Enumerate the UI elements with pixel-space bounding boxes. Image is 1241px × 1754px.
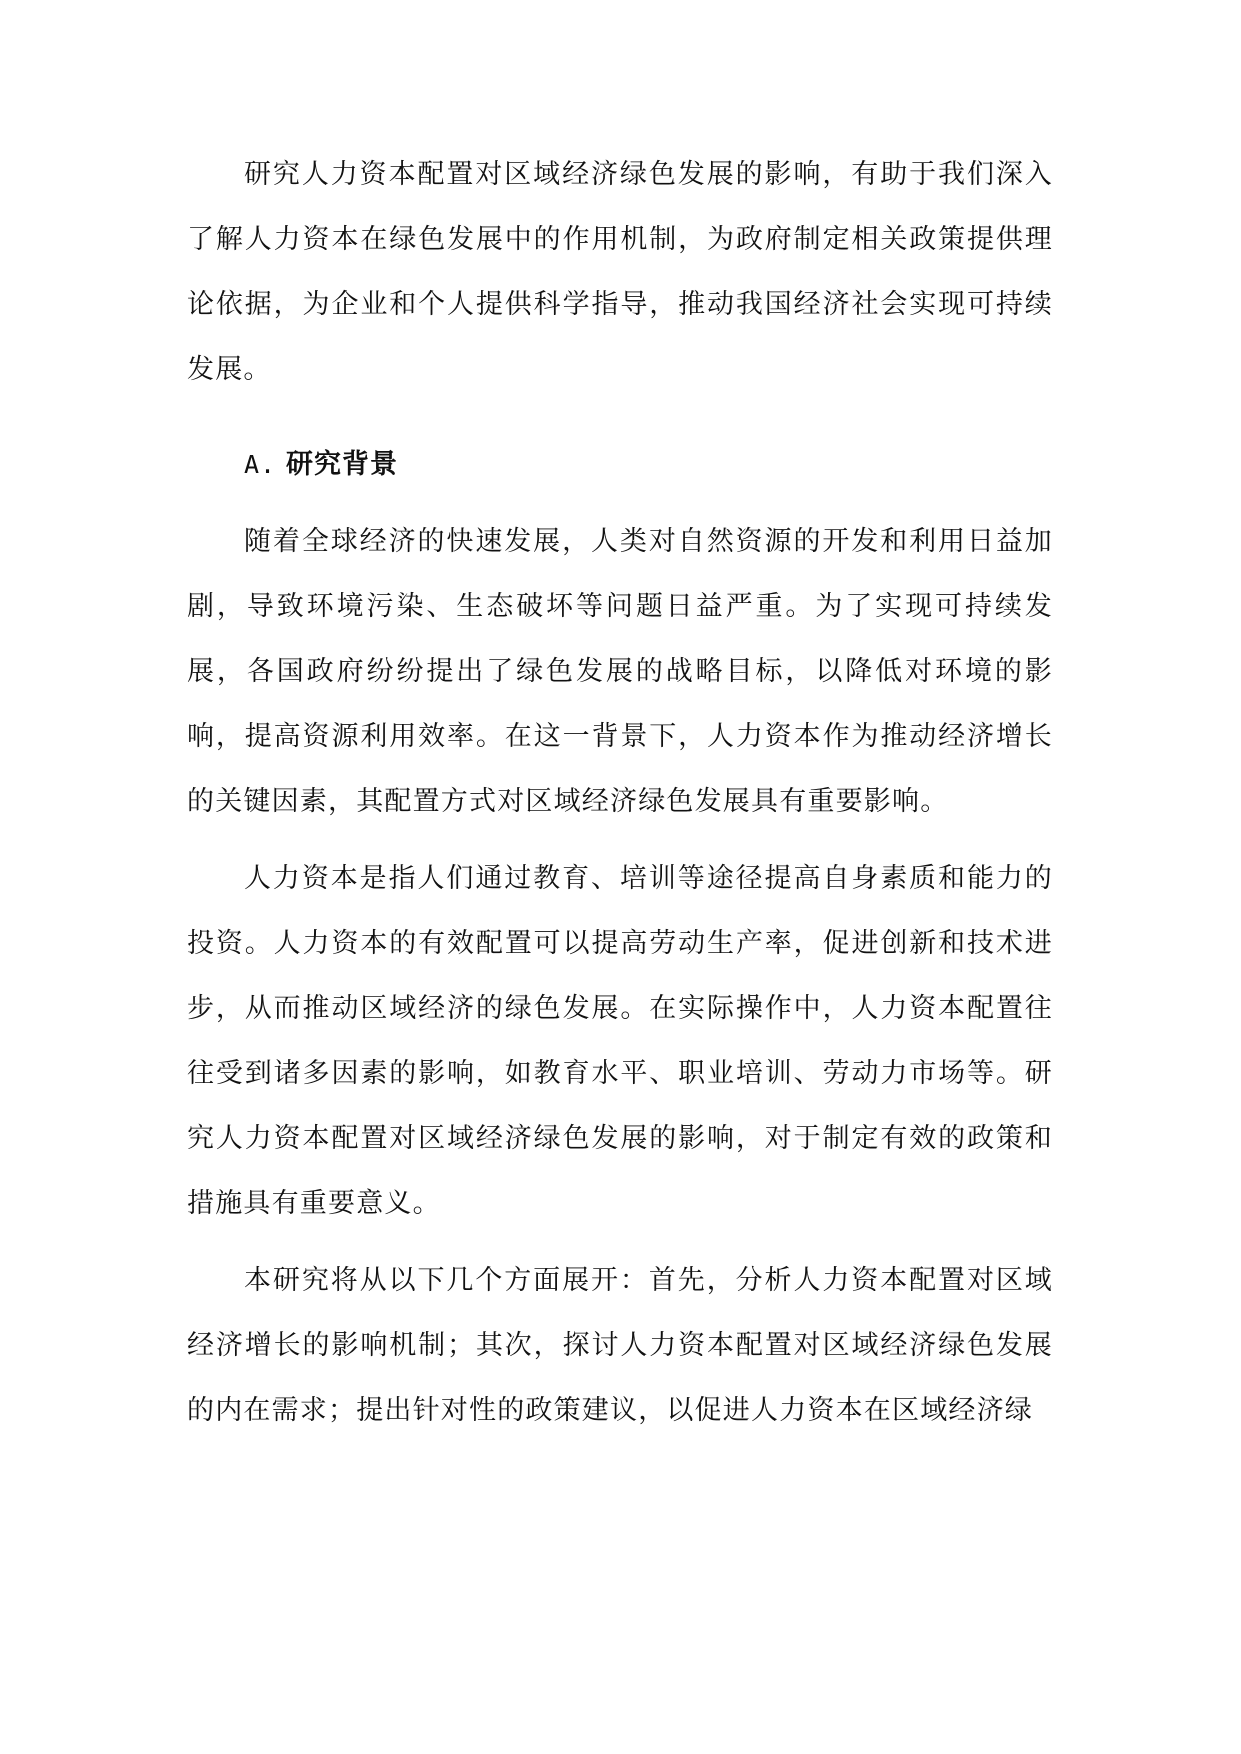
section-heading bbox=[187, 442, 1053, 487]
background-paragraph-2: 人力资本是指人们通过教育、培训等途径提高自身素质和能力的投资。人力资本的有效配置可以提高劳动生产率，促进创新和技术进步，从而推动区域经济的绿色发展。在实际操作中，人力资本配置往往受到诸多因素的影响，如教育水平、职业培训、劳动力市场等。研究人力资本配置对区域经济绿色发展的影响，对于制定有效的政策和措施具有重要意义。 bbox=[187, 863, 1053, 1219]
intro-paragraph: 研究人力资本配置对区域经济绿色发展的影响，有助于我们深入了解人力资本在绿色发展中的作用机制，为政府制定相关政策提供理论依据，为企业和个人提供科学指导，推动我国经济社会实现可持续发展。 bbox=[187, 159, 1053, 385]
background-paragraph-3: 本研究将从以下几个方面展开：首先，分析人力资本配置对区域经济增长的影响机制；其次，探讨人力资本配置对区域经济绿色发展的内在需求；提出针对性的政策建议，以促进人力资本在区域经济绿 bbox=[187, 1265, 1053, 1426]
background-paragraph-1: 随着全球经济的快速发展，人类对自然资源的开发和利用日益加剧，导致环境污染、生态破坏等问题日益严重。为了实现可持续发展，各国政府纷纷提出了绿色发展的战略目标，以降低对环境的影响，提高资源利用效率。在这一背景下，人力资本作为推动经济增长的关键因素，其配置方式对区域经济绿色发展具有重要影响。 bbox=[187, 526, 1053, 817]
document-body bbox=[187, 142, 1053, 1443]
section-marker: A. bbox=[244, 450, 277, 479]
section-title: 研究背景 bbox=[286, 449, 398, 480]
